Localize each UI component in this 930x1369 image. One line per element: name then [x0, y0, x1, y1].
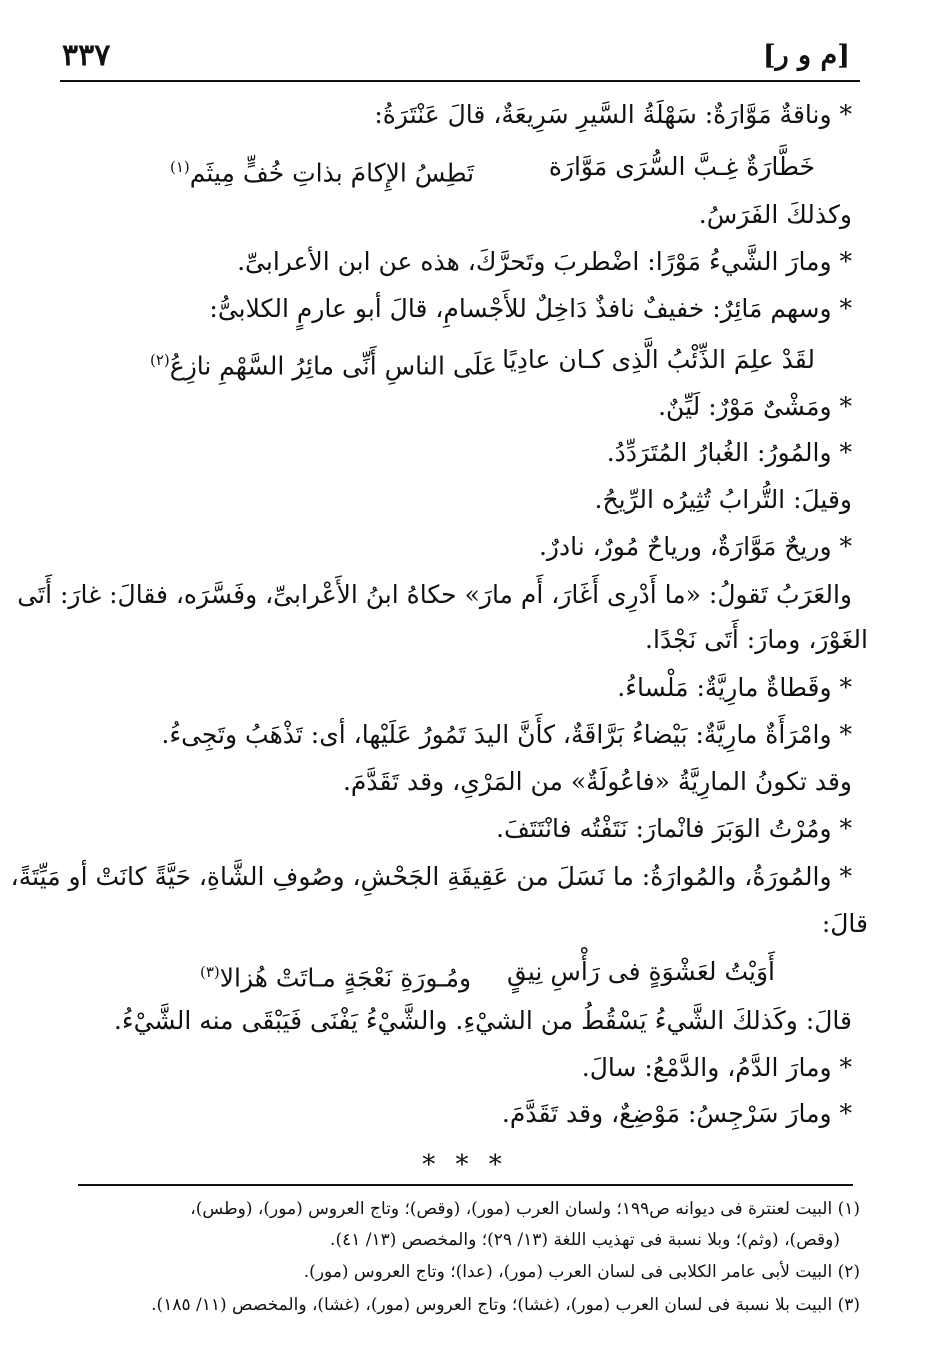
entry-line: وقد تكونُ المارِيَّةُ «فاعُولَةٌ» من المَرْىِ، وقد تَقَدَّمَ. — [342, 767, 852, 796]
entry-line: وقيلَ: التُّرابُ تُثِيرُه الرِّيحُ. — [594, 485, 852, 514]
entry-line: * والمُورُ: الغُبارُ المُتَرَدِّدُ. — [606, 438, 852, 467]
header-divider — [60, 80, 860, 82]
entry-line: * ومَشْىٌ مَوْرٌ: لَيِّنٌ. — [658, 392, 852, 421]
footnote-3: (٣) البيت بلا نسبة فى لسان العرب (مور)، (غشا)؛ وتاج العروس (مور)، (غشا)، والمخصص (١١/ ١٨٥). — [151, 1295, 860, 1315]
entry-line: * وامْرَأَةٌ مارِيَّةٌ: بَيْضاءُ بَرَّاقَةٌ، كأَنَّ اليدَ تَمُورُ عَلَيْها، أى: تَذْهَبُ وتَجِىءُ. — [161, 720, 852, 749]
footnote-marker: (٣) — [200, 963, 220, 981]
entry-line: الغَوْرَ، ومارَ: أَتَى نَجْدًا. — [645, 625, 868, 654]
footnote-marker: (١) — [170, 158, 190, 176]
entry-line: قالَ: — [821, 909, 868, 938]
footnote-marker: (٢) — [150, 351, 170, 369]
footnote-1-continued: (وقص)، (وثم)؛ وبلا نسبة فى تهذيب اللغة (١٣/ ٢٩)؛ والمخصص (١٣/ ٤١). — [330, 1230, 840, 1250]
verse-hemistich-right: لقَدْ علِمَ الذِّئْبُ الَّذِى كـان عادِيًا — [502, 345, 815, 374]
entry-line: * ومُرْتُ الوَبَرَ فانْمارَ: نَتَفْتُه فانْتَتَفَ. — [496, 814, 852, 843]
entry-line: وكذلكَ الفَرَسُ. — [698, 200, 852, 229]
page-number: ٣٣٧ — [62, 38, 111, 73]
verse-hemistich-left — [200, 955, 471, 995]
entry-line: * وريحٌ مَوَّارَةٌ، ورياحٌ مُورٌ، نادرٌ. — [538, 532, 852, 561]
verse-hemistich-right: خَطَّارَةٌ غِـبَّ السُّرَى مَوَّارَة — [548, 152, 815, 181]
footnote-1: (١) البيت لعنترة فى ديوانه ص١٩٩؛ ولسان العرب (مور)، (وقص)؛ وتاج العروس (مور)، (وطس)، — [190, 1199, 860, 1219]
verse-hemistich-left — [170, 150, 474, 190]
verse-hemistich-left — [150, 343, 497, 383]
entry-line: * ومارَ سَرْجِسُ: مَوْضِعٌ، وقد تَقَدَّمَ. — [501, 1099, 852, 1128]
entry-line: * والمُورَةُ، والمُوارَةُ: ما نَسَلَ من عَقِيقَةِ الجَحْشِ، وصُوفِ الشَّاةِ، حَيَّةً كانَتْ أو مَيِّتَةً، — [10, 862, 852, 891]
entry-line: * وقَطاةٌ مارِيَّةٌ: مَلْساءُ. — [617, 673, 852, 702]
running-header-root: [م و ر] — [762, 40, 850, 71]
entry-line: * وسهم مَائِرٌ: خفيفٌ نافذٌ دَاخِلٌ للأَجْسامِ، قالَ أبو عارمٍ الكلابىُّ: — [209, 294, 852, 323]
footnote-2: (٢) البيت لأبى عامر الكلابى فى لسان العرب (مور)، (عدا)؛ وتاج العروس (مور). — [303, 1262, 860, 1282]
entry-line: * ومارَ الشَّيءُ مَوْرًا: اضْطربَ وتَحرَّكَ، هذه عن ابن الأعرابىِّ. — [237, 247, 852, 276]
section-separator: * * * — [422, 1150, 508, 1180]
verse-text: عَلَى الناسِ أَنِّى مائِرُ السَّهْمِ نازِعُ — [169, 351, 497, 381]
verse-text: ومُـورَةِ نَعْجَةٍ مـاتَتْ هُزالا — [219, 963, 472, 993]
entry-line: * وناقةٌ مَوَّارَةٌ: سَهْلَةُ السَّيرِ سَرِيعَةٌ، قالَ عَنْتَرَةُ: — [374, 100, 852, 129]
entry-line: قالَ: وكَذلكَ الشَّيءُ يَسْقُطُ من الشيْءِ. والشَّيْءُ يَفْنَى فَيَبْقَى منه الشَّيْءُ. — [113, 1006, 852, 1035]
footnote-divider — [78, 1184, 853, 1186]
verse-hemistich-right: أَوَيْتُ لعَشْوَةٍ فى رَأْسِ نِيقٍ — [507, 957, 775, 986]
verse-text: تَطِسُ الإِكامَ بذاتِ خُفٍّ مِيثَم — [189, 158, 475, 188]
entry-line: * ومارَ الدَّمُ، والدَّمْعُ: سالَ. — [581, 1053, 852, 1082]
entry-line: والعَرَبُ تَقولُ: «ما أَدْرِى أَغَارَ، أَم مارَ» حكاهُ ابنُ الأَعْرابىِّ، وفَسَّرَه، فقالَ: غارَ: أَتَى — [17, 580, 852, 609]
